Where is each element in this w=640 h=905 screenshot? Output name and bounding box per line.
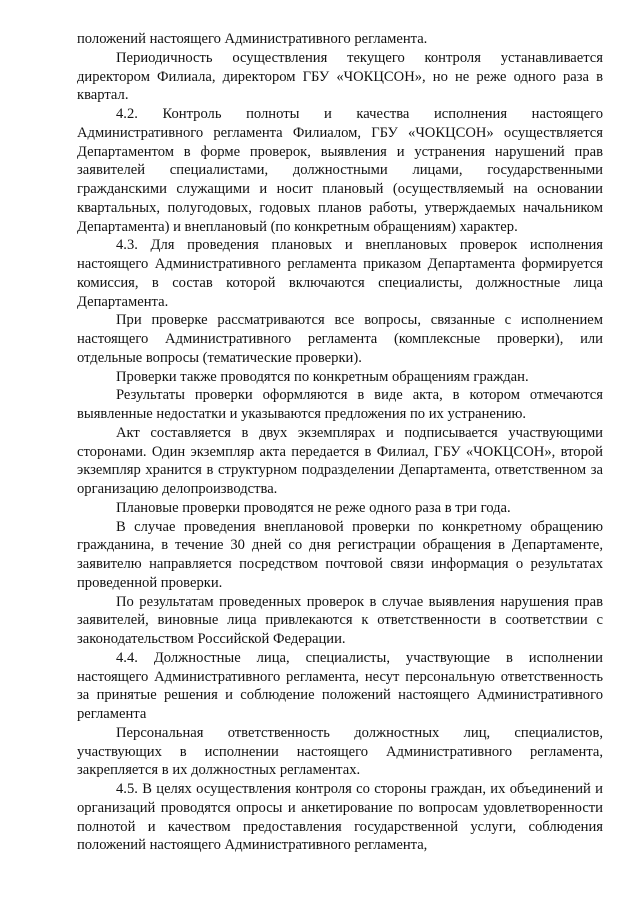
paragraph-control-frequency: Периодичность осуществления текущего контроля устанавливается директором Филиала, директором ГБУ «ЧОКЦСОН», но не реже одного раза в квартал. [77,49,603,104]
paragraph-violations-liability: По результатам проведенных проверок в случае выявления нарушения прав заявителей, виновные лица привлекаются к ответственности в соответствии с законодательством Российской Федерации. [77,593,603,647]
paragraph-appeals-inspections: Проверки также проводятся по конкретным обращениям граждан. [116,368,529,385]
paragraph-unplanned-inspection: В случае проведения внеплановой проверки по конкретному обращению гражданина, в течение 30 дней со дня регистрации обращения в Департаменте, заявителю направляется посредством почтовой связи информация о результатах проведенной проверки. [77,518,603,591]
paragraph-continuation: положений настоящего Административного регламента. [77,31,428,47]
paragraph-inspection-scope: При проверке рассматриваются все вопросы, связанные с исполнением настоящего Административного регламента (комплексные проверки), или отдельные вопросы (тематические проверки). [77,312,603,366]
paragraph-planned-frequency: Плановые проверки проводятся не реже одного раза в три года. [116,499,511,516]
paragraph-4-3: 4.3. Для проведения плановых и внеплановых проверок исполнения настоящего Административного регламента приказом Департамента формируется комиссия, в состав которой включаются специалисты, должностные лица Департамента. [77,237,603,310]
document-page [77,30,603,855]
paragraph-act-copies: Акт составляется в двух экземплярах и подписывается участвующими сторонами. Один экземпляр акта передается в Филиал, ГБУ «ЧОКЦСОН», второй экземпляр хранится в структурном подразделении Департамента, ответственном за организацию делопроизводства. [77,424,603,497]
paragraph-4-4: 4.4. Должностные лица, специалисты, участвующие в исполнении настоящего Административного регламента, несут персональную ответственность за принятые решения и соблюдение положений настоящего Административного регламента [77,649,603,722]
paragraph-4-2: 4.2. Контроль полноты и качества исполнения настоящего Административного регламента Филиалом, ГБУ «ЧОКЦСОН» осуществляется Департаментом в форме проверок, выявления и устранения нарушений прав заявителей специалистами, должностными лицами, государственными гражданскими служащими и носит плановый (осуществляемый на основании квартальных, полугодовых, годовых планов работы, утверждаемых начальником Департамента) и внеплановый (по конкретным обращениям) характер. [77,106,603,235]
paragraph-4-5: 4.5. В целях осуществления контроля со стороны граждан, их объединений и организаций проводятся опросы и анкетирование по вопросам удовлетворенности полнотой и качеством предоставления государственной услуги, соблюдения положений настоящего Административного регламента, [77,781,603,854]
paragraph-inspection-results: Результаты проверки оформляются в виде акта, в котором отмечаются выявленные недостатки и указываются предложения по их устранению. [77,387,603,422]
paragraph-personal-responsibility: Персональная ответственность должностных лиц, специалистов, участвующих в исполнении настоящего Административного регламента, закрепляется в их должностных регламентах. [77,724,603,779]
